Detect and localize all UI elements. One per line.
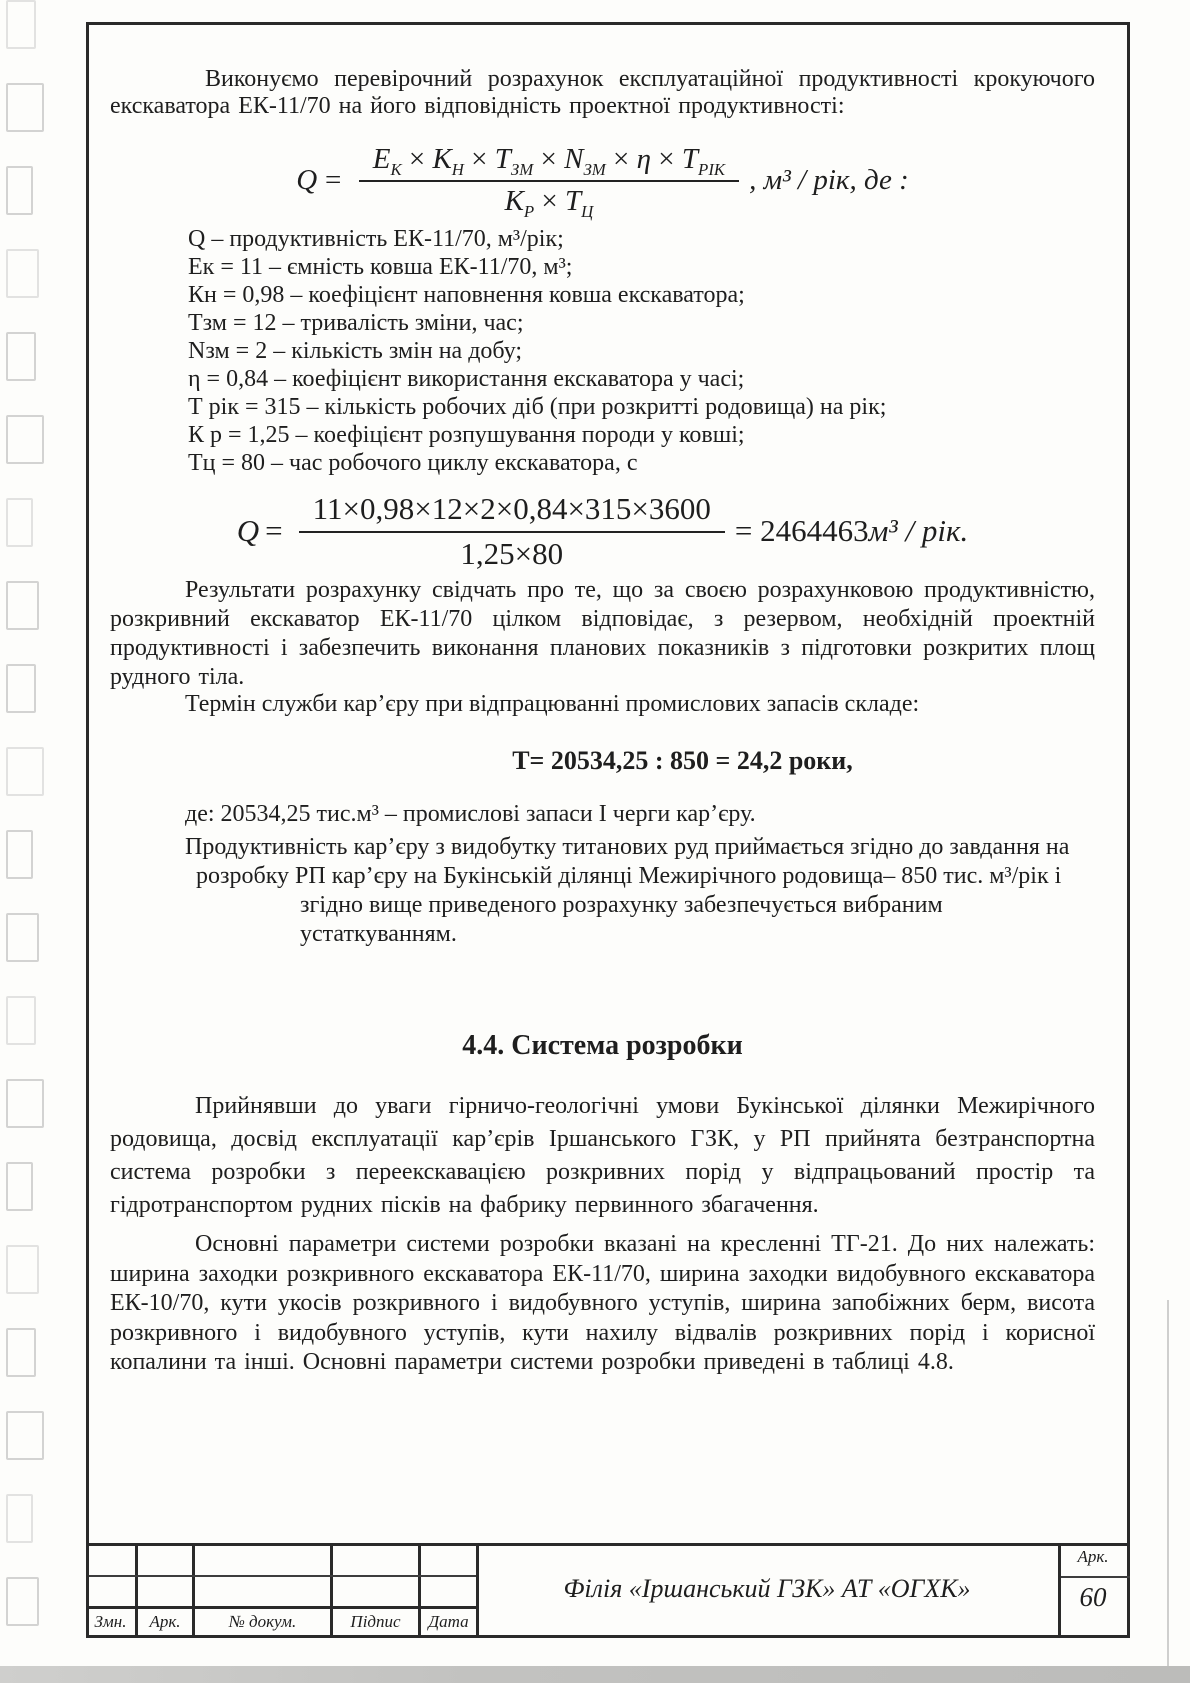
binder-hole (6, 498, 33, 547)
stamp-label-pidpys: Підпис (350, 1612, 401, 1631)
stamp-label-docnum: № докум. (228, 1612, 297, 1631)
formula1-fraction (359, 142, 739, 221)
binder-hole (6, 581, 39, 630)
binder-hole (6, 83, 44, 132)
binder-hole (6, 166, 33, 215)
stamp-row-line (1061, 1576, 1130, 1578)
binder-hole (6, 1162, 33, 1211)
capacity-paragraph-line: Продуктивність кар’єру з видобутку титанових руд приймається згідно до завдання на (185, 834, 1070, 860)
system-paragraph: Прийнявши до уваги гірничо-геологічні умови Букінської ділянки Межирічного родовища, досвід експлуатації кар’єрів Іршанського ГЗК, у РП прийнята безтранспортна система розробки з переекскавацією розкривних порід у відпрацьований простір та гідротранспортом рудних пісків на фабрику первинного збагачення. (110, 1093, 1095, 1218)
binder-hole (6, 1245, 39, 1294)
definition-item: Т рік = 315 – кількість робочих діб (при розкритті родовища) на рік; (188, 394, 887, 420)
definition-item: К р = 1,25 – коефіцієнт розпушування породи у ковші; (188, 422, 745, 448)
definition-item: Q – продуктивність ЕК-11/70, м³/рік; (188, 226, 564, 252)
formula2-result: = 2464463 (734, 513, 869, 548)
stamp-label-ark: Арк. (149, 1612, 181, 1631)
formula2-equals: = (265, 513, 283, 548)
sheet-label: Арк. (1077, 1547, 1109, 1566)
formula2-lhs: Q (236, 513, 260, 548)
definition-item: Тзм = 12 – тривалість зміни, час; (188, 310, 524, 336)
binder-hole (6, 1411, 44, 1460)
capacity-paragraph-line: згідно вище приведеного розрахунку забезпечується вибраним устаткуванням. (300, 892, 943, 947)
productivity-formula (110, 140, 1095, 220)
binder-hole (6, 1494, 33, 1543)
stamp-row-line (89, 1575, 476, 1577)
formula2-denominator: 1,25×80 (460, 535, 564, 571)
binder-hole (6, 0, 36, 49)
binder-hole (6, 249, 39, 298)
formula1-numerator: $Е_К \times К_Н \times Т_{ЗМ} \times N_{ЗМ} \times \eta \times Т_{РІК}$ (359, 143, 739, 182)
binder-hole (6, 1328, 36, 1377)
sheet-number: 60 (1079, 1582, 1107, 1612)
binder-hole (6, 415, 44, 464)
binder-hole (6, 747, 44, 796)
definition-item: Ек = 11 – ємність ковша ЕК-11/70, м³; (188, 254, 573, 280)
formula1-denominator: $К_Р \times Т_Ц$ (504, 184, 594, 221)
term-formula: Т= 20534,25 : 850 = 24,2 роки, (512, 746, 853, 775)
binder-hole (6, 332, 36, 381)
binder-hole (6, 664, 36, 713)
stamp-label-data: Дата (428, 1612, 469, 1631)
formula1-equals: = (323, 163, 343, 196)
formula2-fraction (299, 491, 725, 572)
formula2-numerator: 11×0,98×12×2×0,84×315×3600 (299, 491, 725, 533)
definitions-list (188, 225, 1108, 477)
binder-hole (6, 996, 36, 1045)
binder-hole (6, 830, 33, 879)
binder-hole (6, 1577, 39, 1626)
formula2-result-unit: м³ / рік. (868, 513, 969, 548)
capacity-paragraph-line: розробку РП кар’єру на Букінській ділянці Межирічного родовища– 850 тис. м³/рік і (196, 863, 1062, 889)
term-intro-line: Термін служби кар’єру при відпрацюванні промислових запасів складе: (185, 691, 920, 717)
definition-item: Nзм = 2 – кількість змін на добу; (188, 338, 523, 364)
binder-hole (6, 913, 39, 962)
formula1-lhs: Q (296, 163, 318, 196)
parameters-paragraph: Основні параметри системи розробки вказані на кресленні ТГ-21. До них належать: ширина заходки розкривного екскаватора ЕК-11/70, ширина заходки видобувного екскаватора ЕК-10/70, кути укосів розкривного і видобувного уступів, ширина запобіжних берм, висота розкривного і видобувного уступів, кути нахилу відвалів розкривних порід і корисної копалини та інші. Основні параметри системи розробки приведені в таблиці 4.8. (110, 1231, 1095, 1375)
numeric-productivity-formula (110, 492, 1095, 570)
definition-item: Тц = 80 – час робочого циклу екскаватора, с (188, 450, 638, 476)
stamp-label-zmn: Змн. (94, 1612, 127, 1631)
reserves-explanation-line: де: 20534,25 тис.м³ – промислові запаси І черги кар’єру. (185, 801, 756, 827)
binder-hole (6, 1079, 44, 1128)
scan-page-edge (1167, 1300, 1169, 1666)
results-paragraph: Результати розрахунку свідчать про те, що за своєю розрахунковою продуктивністю, розкривний екскаватор ЕК-11/70 цілком відповідає, з резервом, необхідній проектній продуктивності і забезпечить виконання планових показників з підготовки розкритих площ рудного тіла. (110, 577, 1095, 690)
section-heading: 4.4. Система розробки (462, 1030, 743, 1061)
organization-title: Філія «Іршанський ГЗК» АТ «ОГХК» (563, 1574, 971, 1603)
intro-paragraph: Виконуємо перевірочний розрахунок експлуатаційної продуктивності крокуючого екскаватора ЕК-11/70 на його відповідність проектної продуктивності: (110, 66, 1095, 119)
definition-item: Кн = 0,98 – коефіцієнт наповнення ковша екскаватора; (188, 282, 745, 308)
scan-bottom-shadow (0, 1666, 1190, 1683)
formula1-units: , м³ / рік, де : (749, 163, 909, 196)
definition-item: η = 0,84 – коефіцієнт використання екскаватора у часі; (188, 366, 745, 392)
